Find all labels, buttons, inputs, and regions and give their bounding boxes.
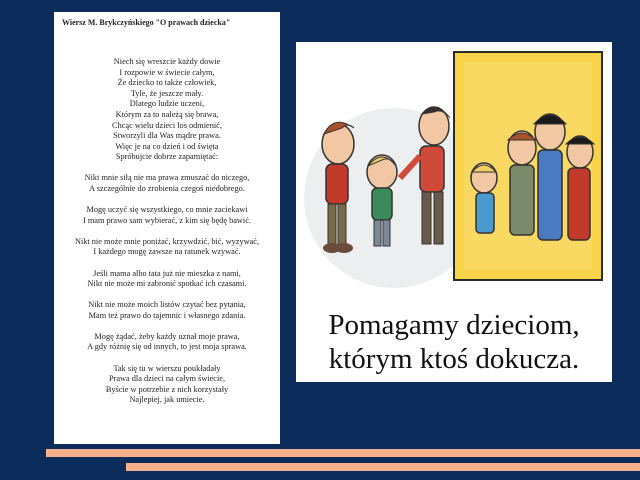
poem-line: A szczególnie do zrobienia czegoś niedobrego.	[89, 184, 245, 194]
poem-line: Niech się wreszcie każdy dowie	[113, 57, 221, 66]
poem-stanza	[62, 364, 272, 406]
poem-line: Nikt nie może mnie poniżać, krzywdzić, bić, wyzywać,	[74, 236, 260, 246]
poem-line: I każdego mogę zawsze na ratunek wzywać.	[93, 247, 241, 257]
poem-title: Wiersz M. Brykczyńskiego "O prawach dziecka"	[62, 18, 231, 27]
poem-stanza	[62, 300, 272, 321]
poem-line: Byście w potrzebie z nich korzystały	[105, 384, 229, 394]
poem-line: Stworzyli dla Was mądre prawa.	[113, 131, 221, 141]
illustration-panel	[296, 42, 612, 382]
poem-stanza	[62, 237, 272, 258]
decorative-bar-top	[46, 449, 640, 457]
poem-stanza	[62, 173, 272, 194]
bullying-illustration	[304, 48, 604, 288]
poem-line: Nikt mnie siłą nie ma prawa zmuszać do niczego,	[84, 173, 250, 183]
poem-body	[62, 57, 272, 406]
poem-line: Więc je na co dzień i od święta	[115, 141, 219, 151]
poem-stanza	[62, 57, 272, 163]
poem-line: Chcąc wielu dzieci los odmienić,	[112, 120, 222, 130]
poem-line: Mogę uczyć się wszystkiego, co mnie zaciekawi	[86, 205, 248, 215]
caption	[296, 308, 612, 376]
poem-line: Mam też prawo do tajemnic i własnego zdania.	[88, 310, 246, 320]
caption-line-1: Pomagamy dzieciom,	[328, 309, 580, 341]
poem-stanza	[62, 332, 272, 353]
poem-stanza	[62, 269, 272, 290]
poem-line: Dlatego ludzie uczeni,	[129, 99, 205, 109]
poem-line: A gdy różnię się od innych, to jest moja sprawa.	[87, 342, 247, 352]
decorative-bar-bottom	[126, 463, 640, 471]
poem-line: Którym za to należą się brawa,	[115, 109, 219, 119]
poem-line: Prawa dla dzieci na całym świecie,	[108, 374, 226, 384]
poem-line: Najlepiej, jak umiecie.	[129, 395, 205, 405]
poem-line: Nikt nie może moich listów czytać bez pytania,	[88, 300, 246, 310]
poem-line: Nikt nie może mi zabronić spotkać ich czasami.	[87, 279, 247, 289]
poem-line: Tyle, że jeszcze mały.	[130, 88, 204, 98]
caption-line-2: którym ktoś dokucza.	[328, 343, 580, 375]
poem-line: Że dziecko to także człowiek,	[117, 78, 217, 88]
poem-line: Mogę żądać, żeby każdy uznał moje prawa,	[94, 331, 240, 341]
poem-line: Tak się tu w wierszu poukładały	[113, 363, 221, 373]
poem-line: I mam prawo sam wybierać, z kim się będę bawić.	[83, 215, 251, 225]
poem-line: Spróbujcie dobrze zapamiętać:	[115, 152, 219, 162]
poem-line: Jeśli mama albo tata już nie mieszka z nami,	[93, 268, 241, 278]
poem-stanza	[62, 205, 272, 226]
poem-page	[54, 12, 280, 444]
poem-line: I rozpowie w świecie całym,	[119, 67, 215, 77]
